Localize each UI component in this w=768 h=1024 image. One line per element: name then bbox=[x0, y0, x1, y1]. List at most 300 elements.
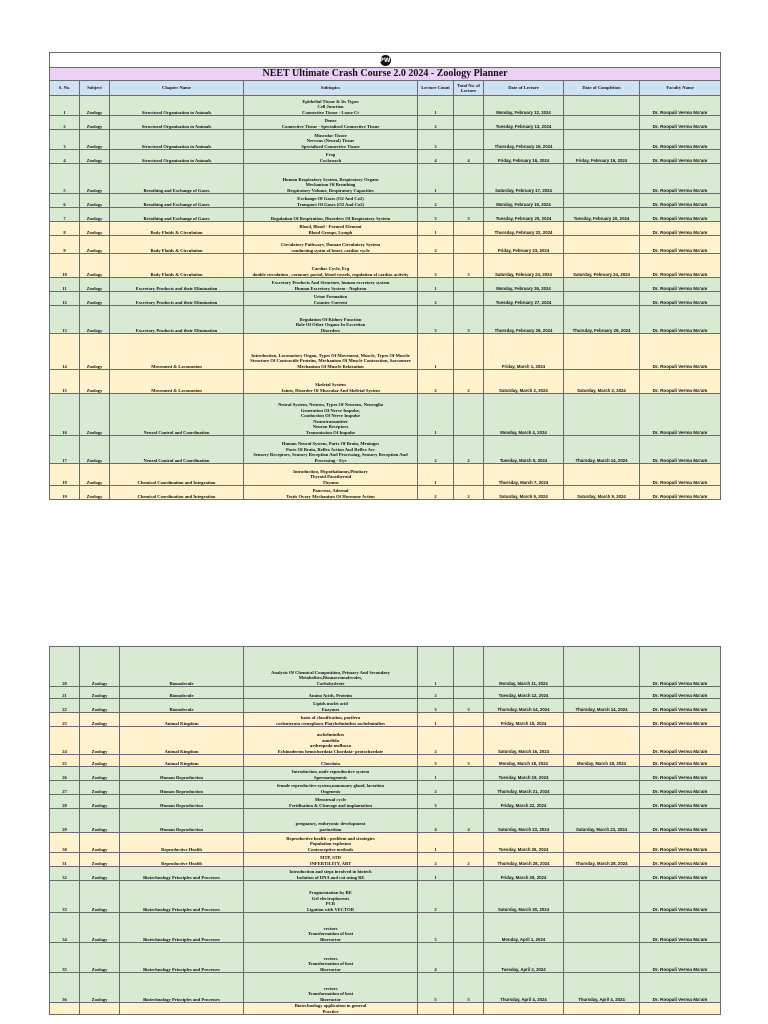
cell-total-lectures bbox=[454, 464, 484, 486]
cell-lecture-count: 3 bbox=[418, 306, 454, 334]
cell-subtopics: Regulation Of Kidney Function Role Of Other Organs In Excretion Disorders bbox=[244, 306, 418, 334]
cell-total-lectures: 3 bbox=[454, 208, 484, 222]
col-header-faculty: Faculty Name bbox=[640, 81, 721, 96]
table-row bbox=[50, 236, 721, 254]
cell-subject: Zoology bbox=[80, 727, 120, 755]
cell-subject: Zoology bbox=[80, 486, 110, 500]
cell-subtopics: Fragmentation by RE Gel electrophoresis PCR Ligation with VECTOR bbox=[244, 881, 418, 913]
cell-subject: Zoology bbox=[80, 370, 110, 394]
cell-subtopics: Chordata bbox=[244, 755, 418, 767]
cell-subtopics: MTP, STD INFERTILITY, ART bbox=[244, 853, 418, 867]
table-row bbox=[50, 164, 721, 194]
cell-lecture-count: 2 bbox=[418, 781, 454, 795]
cell-chapter: Biotechnology Principles and Processes bbox=[120, 943, 244, 973]
cell-lecture-count: 2 bbox=[418, 370, 454, 394]
table-row bbox=[50, 1003, 721, 1015]
cell-subject: Zoology bbox=[80, 292, 110, 306]
cell-total-lectures bbox=[454, 647, 484, 687]
cell-total-lectures bbox=[454, 943, 484, 973]
cell-subject: Zoology bbox=[80, 973, 120, 1003]
page-title: NEET Ultimate Crash Course 2.0 2024 - Zoology Planner bbox=[50, 68, 721, 81]
cell-date-of-lecture: Monday, April 1, 2024 bbox=[484, 913, 564, 943]
table-row bbox=[50, 853, 721, 867]
cell-lecture-count: 1 bbox=[418, 164, 454, 194]
cell-lecture-count: 1 bbox=[418, 334, 454, 370]
cell-date-of-completion bbox=[564, 881, 640, 913]
table-row bbox=[50, 943, 721, 973]
cell-faculty: Dr. Roopali Verma Ma'am bbox=[640, 755, 721, 767]
cell-subtopics: Blood, Blood - Formed Element Blood Groups, Lymph bbox=[244, 222, 418, 236]
cell-date-of-lecture: Monday, February 26, 2024 bbox=[484, 278, 564, 292]
cell-lecture-count: 2 bbox=[418, 236, 454, 254]
cell-subtopics: Human Respiratory System, Respiratory Organs Mechanism Of Breathing Respiratory Volume, Respiratory Capacities bbox=[244, 164, 418, 194]
cell-subtopics: vectors Transformation of host Bioreactor bbox=[244, 973, 418, 1003]
cell-date-of-lecture: Tuesday, April 2, 2024 bbox=[484, 943, 564, 973]
cell-chapter: Biotechnology Principles and Processes bbox=[120, 913, 244, 943]
cell-chapter: Biotechnology Principles and Processes bbox=[120, 881, 244, 913]
cell-subtopics: Introduction, Hypothalamus,Pituitary Thyroid Parathyroid Thymus bbox=[244, 464, 418, 486]
cell-date-of-lecture bbox=[484, 1003, 564, 1015]
cell-date-of-completion: Saturday, March 9, 2024 bbox=[564, 486, 640, 500]
table-row bbox=[50, 96, 721, 116]
cell-date-of-lecture: Monday, March 4, 2024 bbox=[484, 394, 564, 436]
col-header-total-lectures: Total No. of Lecture bbox=[454, 81, 484, 96]
cell-date-of-completion bbox=[564, 647, 640, 687]
cell-faculty: Dr. Roopali Verma Ma'am bbox=[640, 222, 721, 236]
cell-subtopics: vectors Transformation of host Bioreactor bbox=[244, 943, 418, 973]
cell-lecture-count: 2 bbox=[418, 436, 454, 464]
cell-sno: 12 bbox=[50, 292, 80, 306]
cell-faculty: Dr. Roopali Verma Ma'am bbox=[640, 236, 721, 254]
cell-subject: Zoology bbox=[80, 913, 120, 943]
cell-total-lectures bbox=[454, 713, 484, 727]
cell-subtopics: Amino Acids, Proteins bbox=[244, 687, 418, 699]
cell-subject: Zoology bbox=[80, 713, 120, 727]
cell-date-of-lecture: Thursday, February 15, 2024 bbox=[484, 130, 564, 150]
cell-faculty: Dr. Roopali Verma Ma'am bbox=[640, 436, 721, 464]
cell-faculty: Dr. Roopali Verma Ma'am bbox=[640, 334, 721, 370]
cell-date-of-completion bbox=[564, 913, 640, 943]
cell-subtopics: Exchange Of Gases (O2 And Co2) Transport Of Gases (O2 And Co2) bbox=[244, 194, 418, 208]
cell-faculty: Dr. Roopali Verma Ma'am bbox=[640, 867, 721, 881]
table-row bbox=[50, 222, 721, 236]
cell-faculty: Dr. Roopali Verma Ma'am bbox=[640, 254, 721, 278]
cell-chapter: Breathing and Exchange of Gases bbox=[110, 194, 244, 208]
cell-chapter: Reproductive Health bbox=[120, 833, 244, 853]
cell-date-of-completion: Tuesday, February 20, 2024 bbox=[564, 208, 640, 222]
cell-sno: 31 bbox=[50, 853, 80, 867]
cell-subject: Zoology bbox=[80, 943, 120, 973]
cell-total-lectures bbox=[454, 236, 484, 254]
cell-date-of-completion bbox=[564, 943, 640, 973]
cell-subtopics: Skeletal System Joints, Disorder Of Muscular And Skeletal System bbox=[244, 370, 418, 394]
cell-chapter: Biomolecule bbox=[120, 687, 244, 699]
cell-chapter: Breathing and Exchange of Gases bbox=[110, 208, 244, 222]
cell-date-of-lecture: Tuesday, March 26, 2024 bbox=[484, 833, 564, 853]
cell-subject: Zoology bbox=[80, 699, 120, 713]
cell-sno: 20 bbox=[50, 647, 80, 687]
col-header-date-of-lecture: Date of Lecture bbox=[484, 81, 564, 96]
cell-date-of-lecture: Thursday, March 7, 2024 bbox=[484, 464, 564, 486]
cell-chapter: Neural Control and Coordination bbox=[110, 394, 244, 436]
cell-chapter: Body Fluids & Circulation bbox=[110, 236, 244, 254]
cell-date-of-lecture: Thursday, March 28, 2024 bbox=[484, 853, 564, 867]
cell-sno: 23 bbox=[50, 713, 80, 727]
cell-chapter: Breathing and Exchange of Gases bbox=[110, 164, 244, 194]
table-row bbox=[50, 809, 721, 833]
cell-subtopics: Epithelial Tissue & Its Types Cell Junction Connective Tissue - Loose Ct bbox=[244, 96, 418, 116]
cell-chapter: Chemical Coordination and Integration bbox=[110, 464, 244, 486]
table-row bbox=[50, 486, 721, 500]
cell-lecture-count: 3 bbox=[418, 795, 454, 809]
cell-chapter: Body Fluids & Circulation bbox=[110, 222, 244, 236]
cell-chapter: Biomolecule bbox=[120, 699, 244, 713]
cell-sno: 1 bbox=[50, 96, 80, 116]
cell-date-of-completion bbox=[564, 713, 640, 727]
cell-total-lectures: 2 bbox=[454, 853, 484, 867]
cell-chapter: Biotechnology Principles and Processes bbox=[120, 973, 244, 1003]
cell-chapter: Chemical Coordination and Integration bbox=[110, 486, 244, 500]
cell-subject: Zoology bbox=[80, 208, 110, 222]
table-row bbox=[50, 767, 721, 781]
cell-date-of-lecture: Thursday, March 14, 2024 bbox=[484, 699, 564, 713]
planner-table-2 bbox=[49, 646, 721, 1015]
cell-date-of-completion bbox=[564, 767, 640, 781]
cell-subject: Zoology bbox=[80, 436, 110, 464]
cell-chapter: Structural Organisation in Animals bbox=[110, 130, 244, 150]
cell-faculty: Dr. Roopali Verma Ma'am bbox=[640, 973, 721, 1003]
cell-total-lectures: 2 bbox=[454, 486, 484, 500]
cell-sno: 11 bbox=[50, 278, 80, 292]
cell-chapter bbox=[120, 1003, 244, 1015]
cell-subject: Zoology bbox=[80, 278, 110, 292]
cell-faculty: Dr. Roopali Verma Ma'am bbox=[640, 208, 721, 222]
cell-lecture-count: 5 bbox=[418, 973, 454, 1003]
col-header-chapter: Chapter Name bbox=[110, 81, 244, 96]
cell-date-of-completion: Saturday, February 24, 2024 bbox=[564, 254, 640, 278]
cell-subtopics: Cardiac Cycle, Ecg double circulation , coronary portal, blood vessels, regulation of cardiac activity bbox=[244, 254, 418, 278]
table-row bbox=[50, 194, 721, 208]
cell-sno: 14 bbox=[50, 334, 80, 370]
cell-subject: Zoology bbox=[80, 464, 110, 486]
cell-lecture-count: 2 bbox=[418, 292, 454, 306]
cell-subject: Zoology bbox=[80, 809, 120, 833]
cell-lecture-count: 1 bbox=[418, 96, 454, 116]
cell-subject bbox=[80, 1003, 120, 1015]
cell-date-of-completion bbox=[564, 687, 640, 699]
cell-chapter: Human Reproduction bbox=[120, 795, 244, 809]
cell-date-of-lecture: Saturday, March 2, 2024 bbox=[484, 370, 564, 394]
cell-subtopics: Introduction, Locomotory Organ, Types Of Movement, Muscle, Types Of Muscle Structure Of Contractile Proteins, Mechanism Of Muscle Contraction, Sarcomere Mechanism Of Muscle Relaxation bbox=[244, 334, 418, 370]
cell-subtopics: Muscular Tissue Nervous (Neural) Tissue Specialised Connective Tissue bbox=[244, 130, 418, 150]
cell-sno: 17 bbox=[50, 436, 80, 464]
cell-faculty: Dr. Roopali Verma Ma'am bbox=[640, 647, 721, 687]
cell-chapter: Human Reproduction bbox=[120, 767, 244, 781]
cell-faculty: Dr. Roopali Verma Ma'am bbox=[640, 943, 721, 973]
cell-sno: 25 bbox=[50, 755, 80, 767]
cell-lecture-count: 1 bbox=[418, 833, 454, 853]
cell-date-of-completion: Thursday, March 14, 2024 bbox=[564, 436, 640, 464]
cell-faculty: Dr. Roopali Verma Ma'am bbox=[640, 853, 721, 867]
cell-total-lectures bbox=[454, 1003, 484, 1015]
cell-lecture-count: 4 bbox=[418, 150, 454, 164]
table-row bbox=[50, 278, 721, 292]
table-row bbox=[50, 833, 721, 853]
cell-date-of-completion bbox=[564, 278, 640, 292]
cell-lecture-count: 2 bbox=[418, 116, 454, 130]
cell-faculty: Dr. Roopali Verma Ma'am bbox=[640, 713, 721, 727]
cell-date-of-completion bbox=[564, 96, 640, 116]
cell-lecture-count: 2 bbox=[418, 727, 454, 755]
planner-sheet-1 bbox=[49, 52, 720, 500]
cell-subtopics: vectors Transformation of host Bioreactor bbox=[244, 913, 418, 943]
cell-total-lectures bbox=[454, 795, 484, 809]
cell-total-lectures: 3 bbox=[454, 254, 484, 278]
cell-date-of-lecture: Thursday, April 4, 2024 bbox=[484, 973, 564, 1003]
table-row bbox=[50, 464, 721, 486]
cell-total-lectures bbox=[454, 394, 484, 436]
cell-sno: 3 bbox=[50, 130, 80, 150]
table-row bbox=[50, 713, 721, 727]
cell-total-lectures bbox=[454, 913, 484, 943]
table-row bbox=[50, 699, 721, 713]
cell-date-of-lecture: Friday, February 23, 2024 bbox=[484, 236, 564, 254]
cell-chapter: Movement & Locomotion bbox=[110, 370, 244, 394]
cell-lecture-count: 3 bbox=[418, 130, 454, 150]
cell-subtopics: Pancreas, Adrenal Testis Ovary Mechanism Of Hormone Action bbox=[244, 486, 418, 500]
cell-subject: Zoology bbox=[80, 833, 120, 853]
cell-faculty: Dr. Roopali Verma Ma'am bbox=[640, 306, 721, 334]
cell-date-of-lecture: Tuesday, March 19, 2024 bbox=[484, 767, 564, 781]
cell-chapter: Neural Control and Coordination bbox=[110, 436, 244, 464]
cell-faculty: Dr. Roopali Verma Ma'am bbox=[640, 727, 721, 755]
cell-total-lectures bbox=[454, 781, 484, 795]
cell-lecture-count: 3 bbox=[418, 699, 454, 713]
cell-date-of-completion bbox=[564, 727, 640, 755]
cell-date-of-lecture: Thursday, March 21, 2024 bbox=[484, 781, 564, 795]
cell-subtopics: Biotechnology application in general Practice bbox=[244, 1003, 418, 1015]
cell-subject: Zoology bbox=[80, 767, 120, 781]
cell-date-of-lecture: Monday, February 19, 2024 bbox=[484, 194, 564, 208]
cell-subject: Zoology bbox=[80, 647, 120, 687]
cell-date-of-lecture: Friday, March 1, 2024 bbox=[484, 334, 564, 370]
cell-total-lectures bbox=[454, 164, 484, 194]
cell-sno: 28 bbox=[50, 795, 80, 809]
cell-subject: Zoology bbox=[80, 394, 110, 436]
cell-subtopics: Regulation Of Respiration, Disorders Of Respiratory System bbox=[244, 208, 418, 222]
col-header-lecture-count: Lecture Count bbox=[418, 81, 454, 96]
table-row bbox=[50, 306, 721, 334]
cell-sno: 16 bbox=[50, 394, 80, 436]
cell-subtopics: Circulatory Pathways, Human Circulatory System conducting systm of heart, cardiac cycle bbox=[244, 236, 418, 254]
cell-date-of-completion bbox=[564, 394, 640, 436]
col-header-subtopics: Subtopics bbox=[244, 81, 418, 96]
cell-sno: 6 bbox=[50, 194, 80, 208]
cell-subject: Zoology bbox=[80, 867, 120, 881]
logo-cell bbox=[50, 53, 721, 68]
cell-date-of-completion bbox=[564, 1003, 640, 1015]
cell-sno: 21 bbox=[50, 687, 80, 699]
cell-sno: 36 bbox=[50, 973, 80, 1003]
cell-subtopics: Dense Connective Tissue - Specialised Connective Tissue bbox=[244, 116, 418, 130]
cell-total-lectures bbox=[454, 867, 484, 881]
cell-sno: 22 bbox=[50, 699, 80, 713]
cell-date-of-lecture: Friday, March 15, 2024 bbox=[484, 713, 564, 727]
cell-subtopics: Excretory Products And Structure, human excretory system Human Excretory System - Nephron bbox=[244, 278, 418, 292]
cell-subject: Zoology bbox=[80, 755, 120, 767]
col-header-subject: Subject bbox=[80, 81, 110, 96]
cell-date-of-completion bbox=[564, 116, 640, 130]
cell-subject: Zoology bbox=[80, 194, 110, 208]
table-row bbox=[50, 150, 721, 164]
col-header-date-of-completion: Date of Completion bbox=[564, 81, 640, 96]
cell-total-lectures: 2 bbox=[454, 370, 484, 394]
cell-subject: Zoology bbox=[80, 334, 110, 370]
cell-date-of-completion bbox=[564, 236, 640, 254]
cell-faculty: Dr. Roopali Verma Ma'am bbox=[640, 194, 721, 208]
cell-date-of-completion bbox=[564, 867, 640, 881]
cell-subtopics: female reproductive system,mammary gland, lactation Oogenesis bbox=[244, 781, 418, 795]
cell-total-lectures bbox=[454, 278, 484, 292]
cell-faculty: Dr. Roopali Verma Ma'am bbox=[640, 486, 721, 500]
cell-total-lectures: 3 bbox=[454, 699, 484, 713]
cell-lecture-count: 3 bbox=[418, 208, 454, 222]
cell-date-of-completion bbox=[564, 164, 640, 194]
cell-total-lectures: 4 bbox=[454, 150, 484, 164]
cell-sno: 15 bbox=[50, 370, 80, 394]
cell-date-of-lecture: Saturday, February 17, 2024 bbox=[484, 164, 564, 194]
cell-faculty: Dr. Roopali Verma Ma'am bbox=[640, 130, 721, 150]
cell-sno: 24 bbox=[50, 727, 80, 755]
cell-sno: 5 bbox=[50, 164, 80, 194]
cell-faculty: Dr. Roopali Verma Ma'am bbox=[640, 394, 721, 436]
table-row bbox=[50, 254, 721, 278]
cell-subject: Zoology bbox=[80, 164, 110, 194]
cell-subtopics: Human Neural System, Parts Of Brain, Meninges Parts Of Brain, Reflex Action And Reflex Arc Sensory Receptors, Sensory Reception And Processing, Sensory Reception And Processing - Eye bbox=[244, 436, 418, 464]
cell-chapter: Animal Kingdom bbox=[120, 727, 244, 755]
cell-total-lectures: 3 bbox=[454, 755, 484, 767]
cell-date-of-lecture: Saturday, March 16, 2024 bbox=[484, 727, 564, 755]
cell-subtopics: Lipids nuclei acid Enzymes bbox=[244, 699, 418, 713]
cell-sno: 33 bbox=[50, 881, 80, 913]
cell-total-lectures bbox=[454, 116, 484, 130]
cell-faculty: Dr. Roopali Verma Ma'am bbox=[640, 699, 721, 713]
cell-chapter: Animal Kingdom bbox=[120, 755, 244, 767]
cell-chapter: Body Fluids & Circulation bbox=[110, 254, 244, 278]
cell-sno: 10 bbox=[50, 254, 80, 278]
cell-lecture-count: 3 bbox=[418, 913, 454, 943]
cell-faculty: Dr. Roopali Verma Ma'am bbox=[640, 464, 721, 486]
cell-faculty: Dr. Roopali Verma Ma'am bbox=[640, 795, 721, 809]
cell-lecture-count bbox=[418, 1003, 454, 1015]
cell-total-lectures: 3 bbox=[454, 306, 484, 334]
cell-date-of-completion bbox=[564, 795, 640, 809]
cell-subject: Zoology bbox=[80, 96, 110, 116]
cell-subtopics: Menstrual cycle Fertilisation & Cleavage and implantation bbox=[244, 795, 418, 809]
cell-sno: 7 bbox=[50, 208, 80, 222]
cell-subtopics: Introduction, male reproductive system Spermatogenesis bbox=[244, 767, 418, 781]
cell-subtopics: aschelminthes annelida arthropoda mollusca Echinoderms hemichordata Chordata- protochordate bbox=[244, 727, 418, 755]
cell-faculty: Dr. Roopali Verma Ma'am bbox=[640, 881, 721, 913]
cell-lecture-count: 3 bbox=[418, 755, 454, 767]
cell-lecture-count: 4 bbox=[418, 809, 454, 833]
cell-sno: 19 bbox=[50, 486, 80, 500]
cell-date-of-lecture: Tuesday, March 5, 2024 bbox=[484, 436, 564, 464]
cell-faculty: Dr. Roopali Verma Ma'am bbox=[640, 833, 721, 853]
cell-chapter: Animal Kingdom bbox=[120, 713, 244, 727]
cell-faculty: Dr. Roopali Verma Ma'am bbox=[640, 370, 721, 394]
cell-sno: 29 bbox=[50, 809, 80, 833]
cell-date-of-completion bbox=[564, 292, 640, 306]
cell-date-of-completion: Thursday, February 29, 2024 bbox=[564, 306, 640, 334]
cell-total-lectures bbox=[454, 194, 484, 208]
table-row bbox=[50, 370, 721, 394]
cell-lecture-count: 1 bbox=[418, 394, 454, 436]
cell-chapter: Human Reproduction bbox=[120, 809, 244, 833]
cell-chapter: Structural Organisation in Animals bbox=[110, 96, 244, 116]
cell-subtopics: Urine Formation Counter Current bbox=[244, 292, 418, 306]
cell-faculty: Dr. Roopali Verma Ma'am bbox=[640, 292, 721, 306]
cell-total-lectures: 5 bbox=[454, 973, 484, 1003]
cell-chapter: Excretory Products and their Elimination bbox=[110, 278, 244, 292]
cell-date-of-lecture: Tuesday, February 27, 2024 bbox=[484, 292, 564, 306]
cell-date-of-lecture: Friday, February 16, 2024 bbox=[484, 150, 564, 164]
cell-subject: Zoology bbox=[80, 130, 110, 150]
cell-faculty: Dr. Roopali Verma Ma'am bbox=[640, 150, 721, 164]
cell-date-of-lecture: Monday, February 12, 2024 bbox=[484, 96, 564, 116]
cell-chapter: Biotechnology Principles and Processes bbox=[120, 867, 244, 881]
cell-subtopics: Introduction and steps involved in biotech Isolation of DNA and cut using RE bbox=[244, 867, 418, 881]
cell-faculty bbox=[640, 1003, 721, 1015]
cell-date-of-lecture: Saturday, March 30, 2024 bbox=[484, 881, 564, 913]
table-body-2 bbox=[50, 647, 721, 1015]
table-row bbox=[50, 208, 721, 222]
cell-subject: Zoology bbox=[80, 795, 120, 809]
table-row bbox=[50, 727, 721, 755]
cell-faculty: Dr. Roopali Verma Ma'am bbox=[640, 781, 721, 795]
cell-subject: Zoology bbox=[80, 687, 120, 699]
cell-date-of-lecture: Tuesday, February 20, 2024 bbox=[484, 208, 564, 222]
cell-subtopics: basis of classification, porifera coelenterata ctenophora Platyhelminthes aschelminthes bbox=[244, 713, 418, 727]
cell-chapter: Structural Organisation in Animals bbox=[110, 116, 244, 130]
cell-sno: 30 bbox=[50, 833, 80, 853]
cell-total-lectures bbox=[454, 222, 484, 236]
cell-sno: 9 bbox=[50, 236, 80, 254]
cell-faculty: Dr. Roopali Verma Ma'am bbox=[640, 687, 721, 699]
cell-subject: Zoology bbox=[80, 150, 110, 164]
cell-total-lectures bbox=[454, 334, 484, 370]
cell-sno: 18 bbox=[50, 464, 80, 486]
planner-table-1 bbox=[49, 52, 721, 500]
cell-lecture-count: 1 bbox=[418, 767, 454, 781]
cell-sno: 34 bbox=[50, 913, 80, 943]
col-header-sno: S. No. bbox=[50, 81, 80, 96]
cell-date-of-lecture: Friday, March 29, 2024 bbox=[484, 867, 564, 881]
cell-date-of-completion: Monday, March 18, 2024 bbox=[564, 755, 640, 767]
table-row bbox=[50, 292, 721, 306]
cell-subtopics: Frog Cockroach bbox=[244, 150, 418, 164]
cell-sno: 32 bbox=[50, 867, 80, 881]
cell-date-of-completion bbox=[564, 130, 640, 150]
cell-date-of-completion: Saturday, March 23, 2024 bbox=[564, 809, 640, 833]
cell-date-of-completion bbox=[564, 334, 640, 370]
cell-date-of-completion: Thursday, March 28, 2024 bbox=[564, 853, 640, 867]
cell-total-lectures bbox=[454, 96, 484, 116]
cell-sno: 4 bbox=[50, 150, 80, 164]
cell-lecture-count: 2 bbox=[418, 486, 454, 500]
cell-date-of-completion bbox=[564, 781, 640, 795]
cell-date-of-completion: Thursday, April 4, 2024 bbox=[564, 973, 640, 1003]
